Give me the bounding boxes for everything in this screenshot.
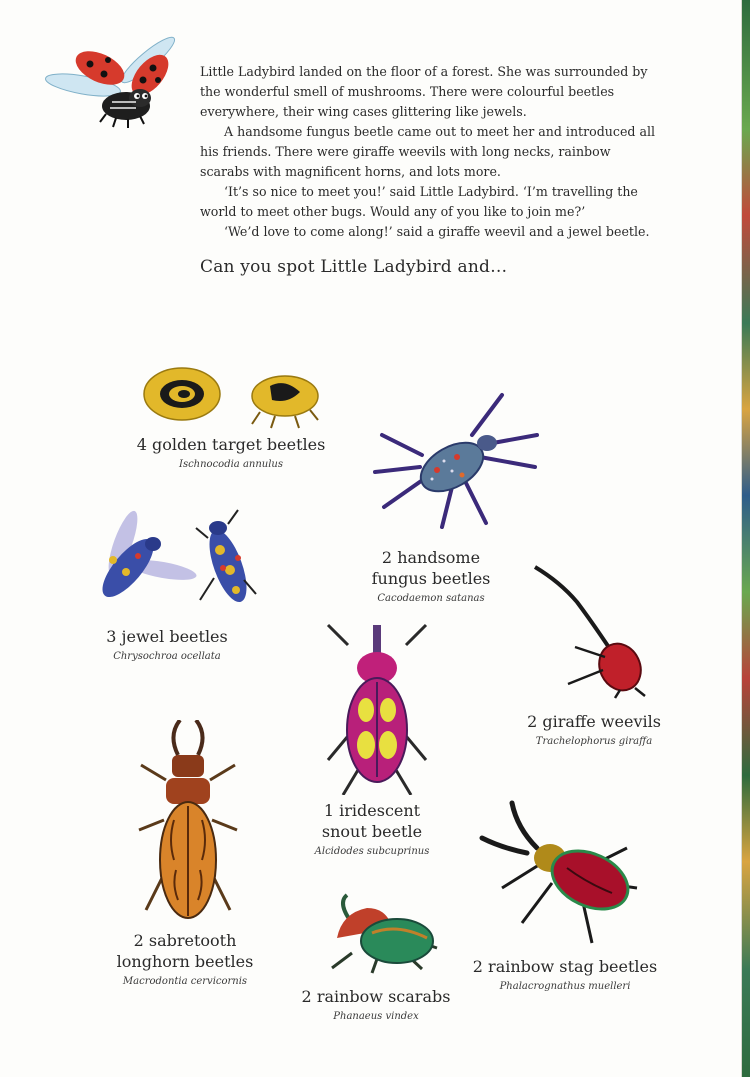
spot-prompt: Can you spot Little Ladybird and… [200,257,508,277]
jewel-beetles-label [106,626,227,664]
beetle-name-line: 2 sabretooth [133,931,237,950]
story-paragraph: A handsome fungus beetle came out to meet her and introduced all his friends. There were giraffe weevils with long necks, rainbow scarabs with magnificent horns, and lots more. [200,124,656,179]
beetle-scientific-name: Phalacrognathus muelleri [499,981,631,992]
beetle-scientific-name: Cacodaemon satanas [377,593,485,604]
fungus-beetle-illustration [362,375,552,540]
beetle-name-line: fungus beetles [371,569,491,588]
beetle-name: 3 jewel beetles [106,627,228,646]
golden-target-beetles-label [137,434,326,472]
snout-beetle-label [315,800,430,859]
beetle-scientific-name: Chrysochroa ocellata [113,651,221,662]
beetle-scientific-name: Alcidodes subcuprinus [314,846,430,857]
golden-target-beetle-illustration [140,362,330,432]
beetle-scientific-name: Macrodontia cervicornis [122,976,248,987]
fungus-beetles-label [372,547,491,606]
beetle-scientific-name: Phanaeus vindex [333,1011,419,1022]
giraffe-weevils-label [527,711,661,749]
scarabs-label [302,986,451,1024]
beetle-scientific-name: Trachelophorus giraffa [535,736,653,747]
beetle-name-line: 2 handsome [381,548,481,567]
facing-page-illustration-strip [742,0,750,1077]
beetle-name: 2 rainbow stag beetles [472,957,658,976]
sabretooth-beetles-label [117,930,254,989]
story-paragraph: Little Ladybird landed on the floor of a forest. She was surrounded by the wonderful smell of mushrooms. There were colourful beetles everywhere, their wing cases glittering like jewels. [200,64,648,119]
sabretooth-longhorn-beetle-illustration [136,720,240,922]
stag-beetles-label [473,956,657,994]
rainbow-scarab-illustration [322,893,442,975]
jewel-beetle-illustration [68,498,268,616]
rainbow-stag-beetle-illustration [472,798,642,948]
beetle-name: 4 golden target beetles [136,435,326,454]
beetle-name-line: longhorn beetles [116,952,254,971]
beetle-name: 2 rainbow scarabs [301,987,451,1006]
beetle-name: 2 giraffe weevils [527,712,661,731]
beetle-name-line: snout beetle [321,822,423,841]
giraffe-weevil-illustration [525,562,655,700]
ladybird-illustration [28,30,190,130]
story-paragraph: ‘We’d love to come along!’ said a giraffe weevil and a jewel beetle. [224,224,650,239]
beetle-scientific-name: Ischnocodia annulus [178,459,283,470]
beetle-name-line: 1 iridescent [323,801,421,820]
snout-beetle-illustration [318,620,436,795]
story-paragraph: ‘It’s so nice to meet you!’ said Little Ladybird. ‘I’m travelling the world to meet other bugs. Would any of you like to join me?’ [200,184,638,219]
story-text [200,62,660,242]
